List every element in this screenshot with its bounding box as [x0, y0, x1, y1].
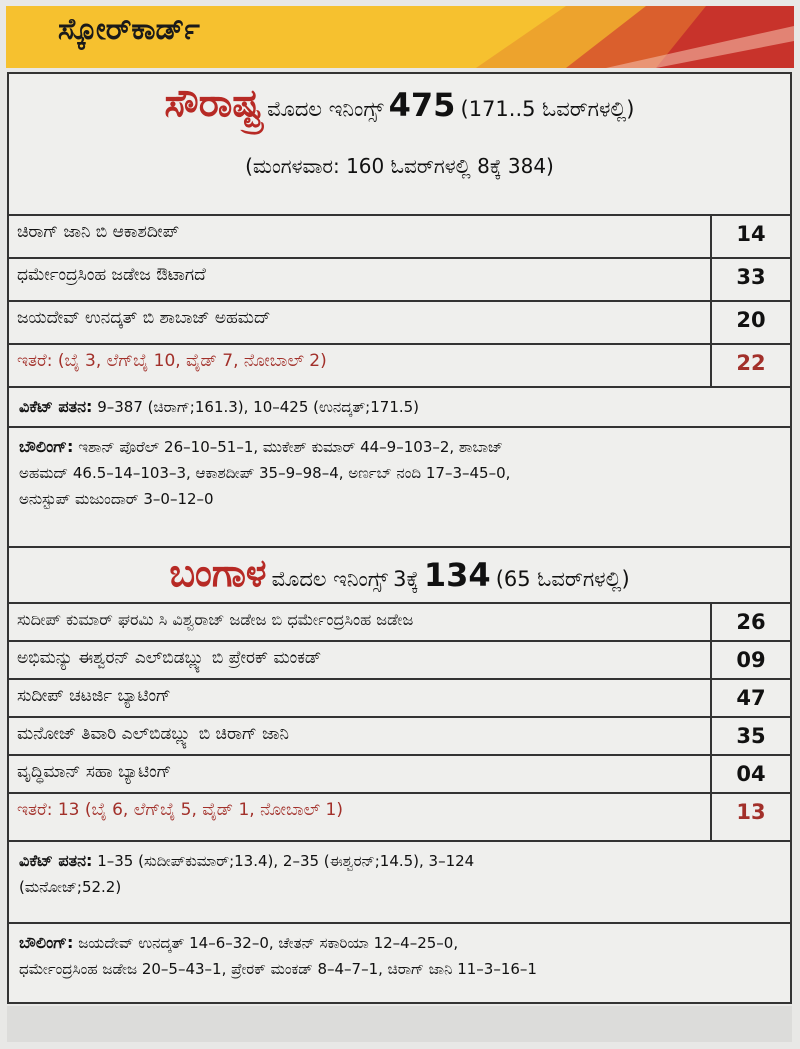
- bengal-innings-label: ಮೊದಲ ಇನಿಂಗ್ಸ್: [271, 567, 388, 591]
- batting-row: [9, 602, 790, 640]
- bengal-overs: (65 ಓವರ್‌ಗಳಲ್ಲಿ): [495, 567, 630, 591]
- bowling-line: ಅಹಮದ್ 46.5–14–103–3, ಆಕಾಶದೀಪ್ 35–9–98–4, ಅರ್ಣಬ್ ನಂದಿ 17–3–45–0,: [19, 464, 511, 482]
- extras-runs: 22: [710, 345, 790, 386]
- bengal-header: [9, 546, 790, 604]
- batter-dismissal: ಸುದೀಪ್ ಚಟರ್ಜಿ ಬ್ಯಾಟಿಂಗ್: [17, 686, 171, 706]
- batting-row: [9, 257, 790, 300]
- fow-line: 1–35 (ಸುದೀಪ್‌ಕುಮಾರ್;13.4), 2–35 (ಈಶ್ವರನ್;14.5), 3–124: [97, 852, 475, 870]
- batter-dismissal: ಧರ್ಮೇಂದ್ರಸಿಂಹ ಜಡೇಜ ಔಟಾಗದೆ: [17, 265, 206, 285]
- batter-dismissal: ಅಭಿಮನ್ಯು ಈಶ್ವರನ್ ಎಲ್‌ಬಿಡಬ್ಲ್ಯು ಬಿ ಪ್ರೇರಕ್ ಮಂಕಡ್: [17, 648, 322, 668]
- bengal-fall-of-wickets: [9, 840, 790, 922]
- bowling-line: ಅನುಸ್ಟುಪ್ ಮಜುಂದಾರ್ 3–0–12–0: [19, 490, 214, 508]
- bowling-label: ಬೌಲಿಂಗ್:: [19, 437, 74, 456]
- batter-runs: 20: [710, 302, 790, 343]
- batting-row: [9, 754, 790, 792]
- batter-dismissal: ಜಯದೇವ್ ಉನದ್ಕತ್ ಬಿ ಶಾಬಾಜ್ ಅಹಮದ್: [17, 308, 271, 328]
- batting-row: [9, 214, 790, 257]
- batter-runs: 33: [710, 259, 790, 300]
- saurashtra-header: [9, 80, 790, 126]
- saurashtra-innings-label: ಮೊದಲ ಇನಿಂಗ್ಸ್: [267, 97, 384, 121]
- batter-runs: 04: [710, 756, 790, 792]
- batter-dismissal: ವೃದ್ಧಿಮಾನ್ ಸಹಾ ಬ್ಯಾಟಿಂಗ್: [17, 762, 172, 782]
- batter-runs: 26: [710, 604, 790, 640]
- fow-label: ವಿಕೆಟ್ ಪತನ:: [19, 851, 93, 870]
- extras-label: ಇತರೆ: 13 (ಬೈ 6, ಲೆಗ್‌ಬೈ 5, ವೈಡ್ 1, ನೋಬಾಲ್ 1): [17, 800, 343, 820]
- batting-row: [9, 678, 790, 716]
- bengal-bowling: [9, 922, 790, 1002]
- batter-runs: 47: [710, 680, 790, 716]
- batter-runs: 09: [710, 642, 790, 678]
- saurashtra-score: 475: [388, 86, 456, 124]
- batting-row: [9, 300, 790, 343]
- saurashtra-team-name: ಸೌರಾಷ್ಟ್ರ: [164, 80, 263, 125]
- batter-dismissal: ಚಿರಾಗ್ ಜಾನಿ ಬಿ ಆಕಾಶದೀಪ್: [17, 222, 180, 242]
- saurashtra-tuesday-note: (ಮಂಗಳವಾರ: 160 ಓವರ್‌ಗಳಲ್ಲಿ 8ಕ್ಕೆ 384): [245, 154, 554, 178]
- bowling-line: ಇಶಾನ್ ಪೊರೆಲ್ 26–10–51–1, ಮುಕೇಶ್ ಕುಮಾರ್ 44–9–103–2, ಶಾಬಾಜ್: [78, 438, 503, 456]
- extras-runs: 13: [710, 794, 790, 840]
- fow-label: ವಿಕೆಟ್ ಪತನ:: [19, 397, 93, 416]
- extras-row: [9, 343, 790, 386]
- scorecard-banner: [6, 6, 794, 68]
- saurashtra-bowling: [9, 426, 790, 544]
- batter-runs: 14: [710, 216, 790, 257]
- bengal-team-name: ಬಂಗಾಳ: [169, 550, 267, 595]
- bengal-score: 134: [423, 556, 491, 594]
- extras-label: ಇತರೆ: (ಬೈ 3, ಲೆಗ್‌ಬೈ 10, ವೈಡ್ 7, ನೋಬಾಲ್ 2): [17, 351, 327, 371]
- bengal-score-prefix: 3ಕ್ಕೆ: [393, 567, 419, 591]
- saurashtra-overs: (171..5 ಓವರ್‌ಗಳಲ್ಲಿ): [460, 97, 635, 121]
- batter-dismissal: ಸುದೀಪ್ ಕುಮಾರ್ ಘರಮಿ ಸಿ ವಿಶ್ವರಾಜ್ ಜಡೇಜ ಬಿ ಧರ್ಮೇಂದ್ರಸಿಂಹ ಜಡೇಜ: [17, 610, 414, 629]
- fow-line: (ಮನೋಜ್;52.2): [19, 878, 122, 896]
- saurashtra-fall-of-wickets: [9, 386, 790, 426]
- batter-runs: 35: [710, 718, 790, 754]
- scorecard: [7, 72, 792, 1004]
- batter-dismissal: ಮನೋಜ್ ತಿವಾರಿ ಎಲ್‌ಬಿಡಬ್ಲ್ಯು ಬಿ ಚಿರಾಗ್ ಜಾನಿ: [17, 724, 289, 744]
- bowling-label: ಬೌಲಿಂಗ್:: [19, 933, 74, 952]
- bowling-line: ಜಯದೇವ್ ಉನದ್ಕತ್ 14–6–32–0, ಚೇತನ್ ಸಕಾರಿಯಾ 12–4–25–0,: [78, 934, 459, 952]
- extras-row: [9, 792, 790, 840]
- batting-row: [9, 716, 790, 754]
- banner-title: ಸ್ಕೋರ್‌ಕಾರ್ಡ್: [58, 12, 200, 47]
- footer-strip: [7, 1006, 792, 1042]
- bowling-line: ಧರ್ಮೇಂದ್ರಸಿಂಹ ಜಡೇಜ 20–5–43–1, ಪ್ರೇರಕ್ ಮಂಕಡ್ 8–4–7–1, ಚಿರಾಗ್ ಜಾನಿ 11–3–16–1: [19, 960, 537, 978]
- batting-row: [9, 640, 790, 678]
- fow-text: 9–387 (ಚಿರಾಗ್;161.3), 10–425 (ಉನದ್ಕತ್;171.5): [97, 398, 420, 416]
